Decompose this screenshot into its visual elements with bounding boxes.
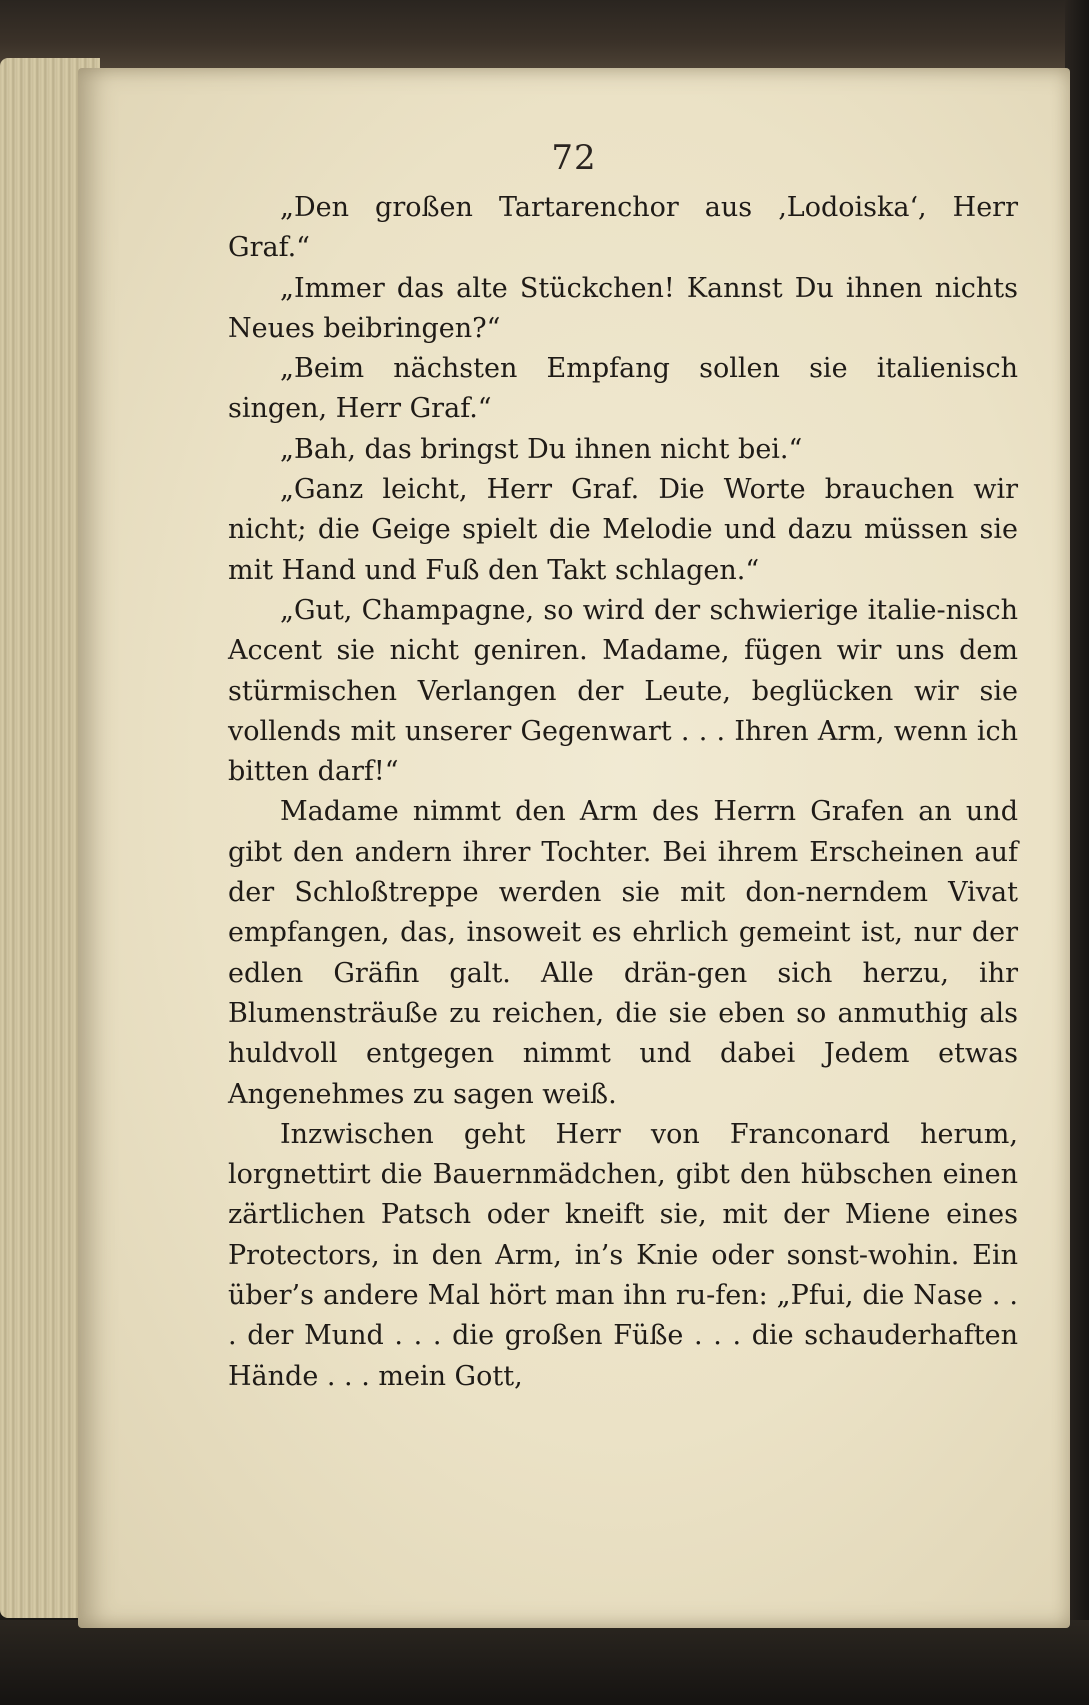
- book-cover-top-edge: [0, 0, 1089, 70]
- book-bottom-edge: [0, 1620, 1089, 1705]
- paragraph: „Ganz leicht, Herr Graf. Die Worte brauchen wir nicht; die Geige spielt die Melodie und dazu müssen sie mit Hand und Fuß den Takt schlagen.“: [228, 474, 1018, 586]
- page-text: [228, 188, 1018, 1397]
- paragraph: Inzwischen geht Herr von Franconard herum, lorgnettirt die Bauernmädchen, gibt den hübschen einen zärtlichen Patsch oder kneift sie, mit der Miene eines Protectors, in den Arm, in’s Knie oder sonst-wohin. Ein über’s andere Mal hört man ihn ru-fen: „Pfui, die Nase . . . der Mund . . . die großen Füße . . . die schauderhaften Hände . . . mein Gott,: [228, 1118, 1018, 1392]
- paragraph: „Den großen Tartarenchor aus ‚Lodoiska‘, Herr Graf.“: [228, 192, 1018, 264]
- paragraph: „Beim nächsten Empfang sollen sie italienisch singen, Herr Graf.“: [228, 353, 1018, 425]
- paragraph: Madame nimmt den Arm des Herrn Grafen an und gibt den andern ihrer Tochter. Bei ihrem Erscheinen auf der Schloßtreppe werden sie mit don-nerndem Vivat empfangen, das, insoweit es ehrlich gemeint ist, nur der edlen Gräfin galt. Alle drän-gen sich herzu, ihr Blumensträuße zu reichen, die sie eben so anmuthig als huldvoll entgegen nimmt und dabei Jedem etwas Angenehmes zu sagen weiß.: [228, 796, 1018, 1110]
- paragraph: „Immer das alte Stückchen! Kannst Du ihnen nichts Neues beibringen?“: [228, 272, 1018, 344]
- paragraph: „Bah, das bringst Du ihnen nicht bei.“: [280, 433, 803, 465]
- book-page: [78, 68, 1070, 1628]
- paragraph: „Gut, Champagne, so wird der schwierige italie-nisch Accent sie nicht geniren. Madame, fügen wir uns dem stürmischen Verlangen der Leute, beglücken wir sie vollends mit unserer Gegenwart . . . Ihren Arm, wenn ich bitten darf!“: [228, 594, 1018, 788]
- page-number: 72: [551, 138, 597, 178]
